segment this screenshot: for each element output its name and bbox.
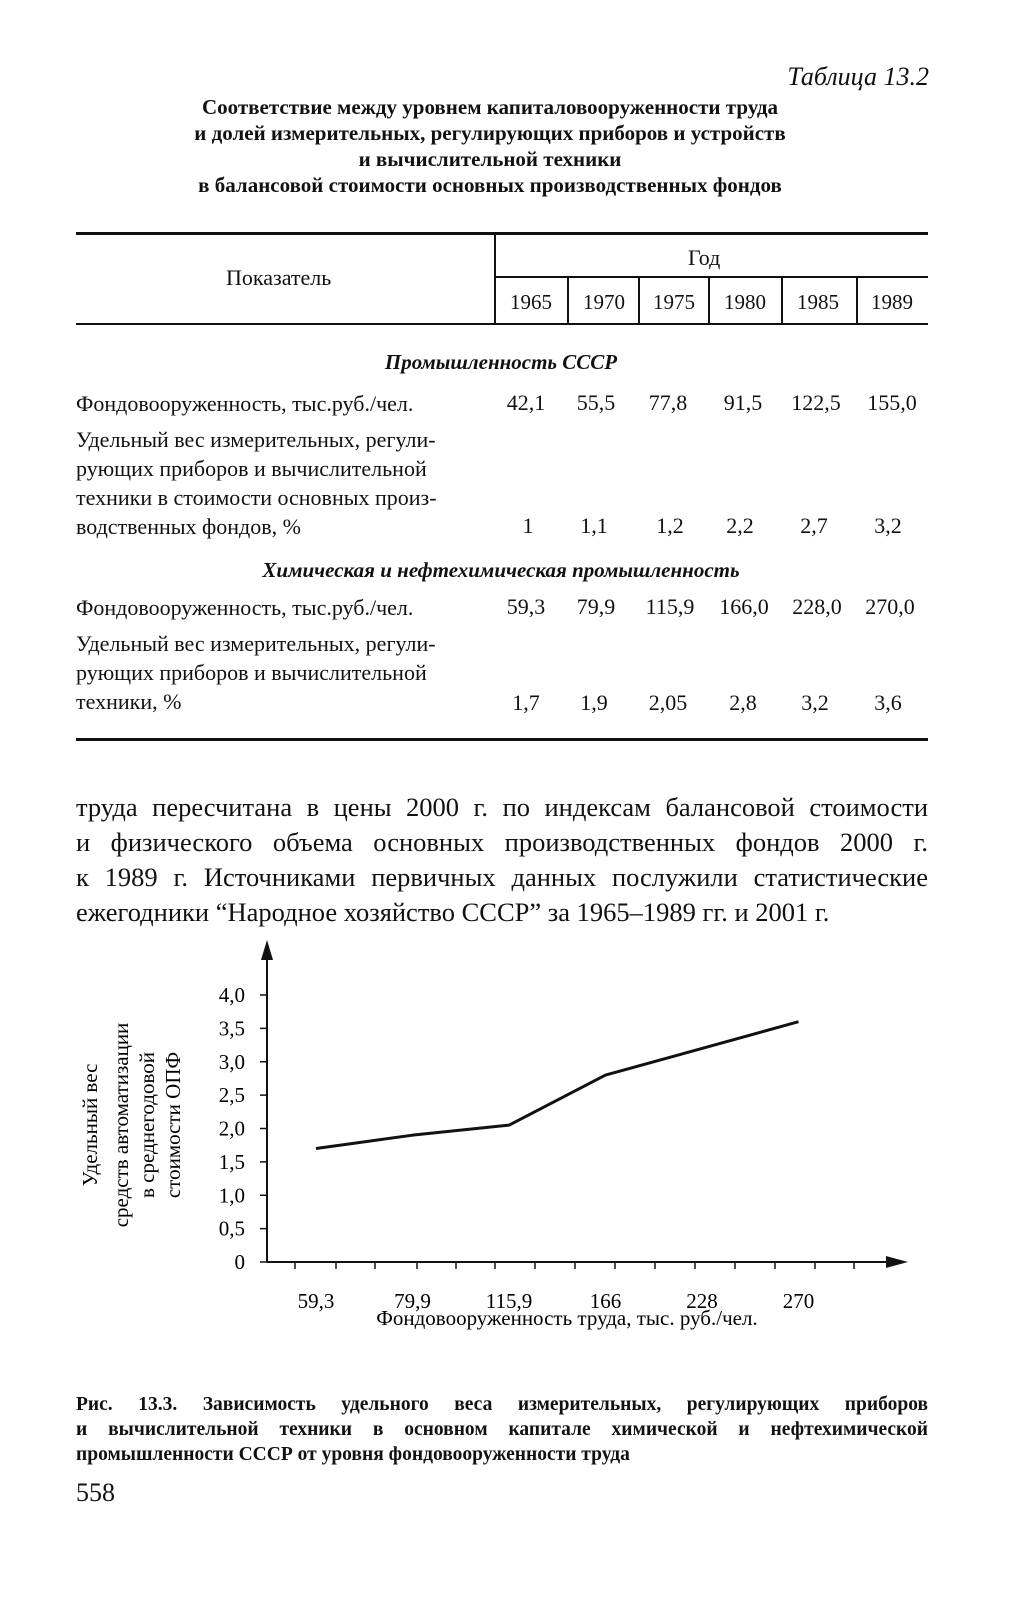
y-tick-label: 4,0	[218, 983, 245, 1007]
row-label	[76, 629, 436, 716]
row-label-line: водственных фондов, %	[76, 514, 301, 539]
table-cell: 2,8	[729, 690, 757, 715]
table-cell: 91,5	[723, 390, 763, 415]
year-header: 1989	[871, 290, 913, 314]
table-cell: 1,1	[580, 513, 608, 538]
table-cell: 2,7	[800, 513, 828, 538]
y-axis-label-line: Удельный вес	[78, 1063, 102, 1187]
year-group-rule	[494, 276, 928, 278]
row-label	[76, 389, 413, 418]
table-title-line: и долей измерительных, регулирующих приборов и устройств	[194, 121, 786, 145]
row-label-line: техники в стоимости основных произ-	[76, 485, 437, 510]
row-label-line: Фондовооруженность, тыс.руб./чел.	[76, 595, 414, 620]
x-tick-label: 59,3	[297, 1289, 335, 1313]
x-axis-label: Фондовооруженность труда, тыс. руб./чел.	[376, 1306, 758, 1330]
y-tick-label: 1,0	[218, 1183, 245, 1208]
page-number: 558	[76, 1478, 115, 1507]
header-bottom-rule	[76, 323, 928, 325]
row-label-line: рующих приборов и вычислительной	[76, 660, 427, 685]
body-line: ежегодники “Народное хозяйство СССР” за 1965–1989 гг. и 2001 г.	[76, 897, 830, 927]
axes	[261, 940, 908, 1268]
row-label	[76, 593, 413, 622]
y-tick-label: 0	[234, 1250, 245, 1274]
table-cell: 1,9	[580, 690, 608, 715]
y-axis-label	[78, 1023, 185, 1228]
y-tick-label: 0,5	[218, 1216, 245, 1241]
year-header: 1970	[583, 290, 625, 314]
body-line: и физического объема основных производственных фондов 2000 г.	[76, 827, 928, 857]
x-tick-label: 115,9	[485, 1289, 533, 1313]
row-label-line: техники, %	[76, 689, 182, 714]
table-cell: 228,0	[792, 594, 842, 619]
year-header: 1965	[510, 290, 552, 314]
body-paragraph	[76, 790, 928, 930]
table-title	[60, 94, 920, 198]
y-axis-label-line: стоимости ОПФ	[161, 1051, 185, 1199]
table-cell: 122,5	[791, 390, 841, 415]
table-cell: 115,9	[645, 594, 695, 619]
table-cell: 79,9	[576, 594, 616, 619]
table-cell: 3,6	[874, 690, 902, 715]
x-tick-label: 270	[782, 1289, 815, 1313]
table-cell: 1	[522, 513, 534, 538]
table-cell: 2,05	[648, 690, 688, 715]
body-line: к 1989 г. Источниками первичных данных послужили статистические	[76, 862, 928, 892]
x-tick-label: 166	[589, 1289, 622, 1313]
y-tick-label: 1,5	[218, 1149, 245, 1174]
table-cell: 55,5	[576, 390, 616, 415]
series	[316, 1022, 799, 1149]
y-tick-label: 3,0	[218, 1049, 245, 1074]
x-tick-label: 79,9	[394, 1289, 431, 1313]
table-cell: 59,3	[506, 594, 546, 619]
x-axis-arrow	[886, 1256, 908, 1268]
y-axis-arrow	[261, 940, 273, 960]
row-label-line: Удельный вес измерительных, регули-	[76, 427, 436, 452]
table-cell: 1,7	[512, 690, 540, 715]
row-label-line: Фондовооруженность, тыс.руб./чел.	[76, 391, 414, 416]
table-cell: 270,0	[865, 594, 915, 619]
table-title-line: и вычислительной техники	[358, 147, 622, 171]
figure-caption	[76, 1392, 928, 1467]
row-label-line: рующих приборов и вычислительной	[76, 456, 427, 481]
section-title: Промышленность СССР	[384, 350, 618, 374]
year-header: 1975	[653, 290, 695, 314]
caption-line: Рис. 13.3. Зависимость удельного веса измерительных, регулирующих приборов	[76, 1394, 928, 1415]
table-cell: 2,2	[726, 513, 754, 538]
table-label: Таблица 13.2	[787, 62, 929, 91]
row-label-line: Удельный вес измерительных, регули-	[76, 631, 436, 656]
table-cell: 42,1	[506, 390, 546, 415]
table-bottom-rule	[76, 738, 928, 741]
year-header: 1985	[797, 290, 839, 314]
year-header: 1980	[724, 290, 766, 314]
year-group-header: Год	[688, 245, 721, 270]
table-cell: 155,0	[867, 390, 917, 415]
y-tick-label: 3,5	[218, 1016, 245, 1041]
table-cell: 77,8	[648, 390, 688, 415]
table-title-line: в балансовой стоимости основных производственных фондов	[198, 173, 782, 197]
caption-line: и вычислительной техники в основном капитале химической и нефтехимической	[76, 1419, 928, 1440]
x-tick-label: 228	[686, 1289, 718, 1313]
table-top-rule	[76, 232, 928, 235]
row-label	[76, 425, 437, 541]
indicator-header: Показатель	[226, 265, 332, 290]
y-tick-label: 2,0	[218, 1116, 245, 1141]
body-line: труда пересчитана в цены 2000 г. по индексам балансовой стоимости	[76, 792, 928, 822]
line-chart	[0, 935, 1021, 1385]
y-axis-label-line: средств автоматизации	[109, 1022, 133, 1228]
table-cell: 3,2	[801, 690, 829, 715]
table-cell: 166,0	[719, 594, 769, 619]
y-axis-label-line: в среднегодовой	[135, 1052, 159, 1198]
caption-line: промышленности СССР от уровня фондовооруженности труда	[76, 1444, 630, 1465]
table-cell: 3,2	[874, 513, 902, 538]
y-axis-ticks	[219, 983, 267, 1274]
series-line	[316, 1022, 799, 1149]
table-cell: 1,2	[656, 513, 684, 538]
section-title: Химическая и нефтехимическая промышленность	[262, 558, 740, 582]
y-tick-label: 2,5	[218, 1083, 245, 1108]
table-title-line: Соответствие между уровнем капиталовооруженности труда	[201, 95, 779, 119]
